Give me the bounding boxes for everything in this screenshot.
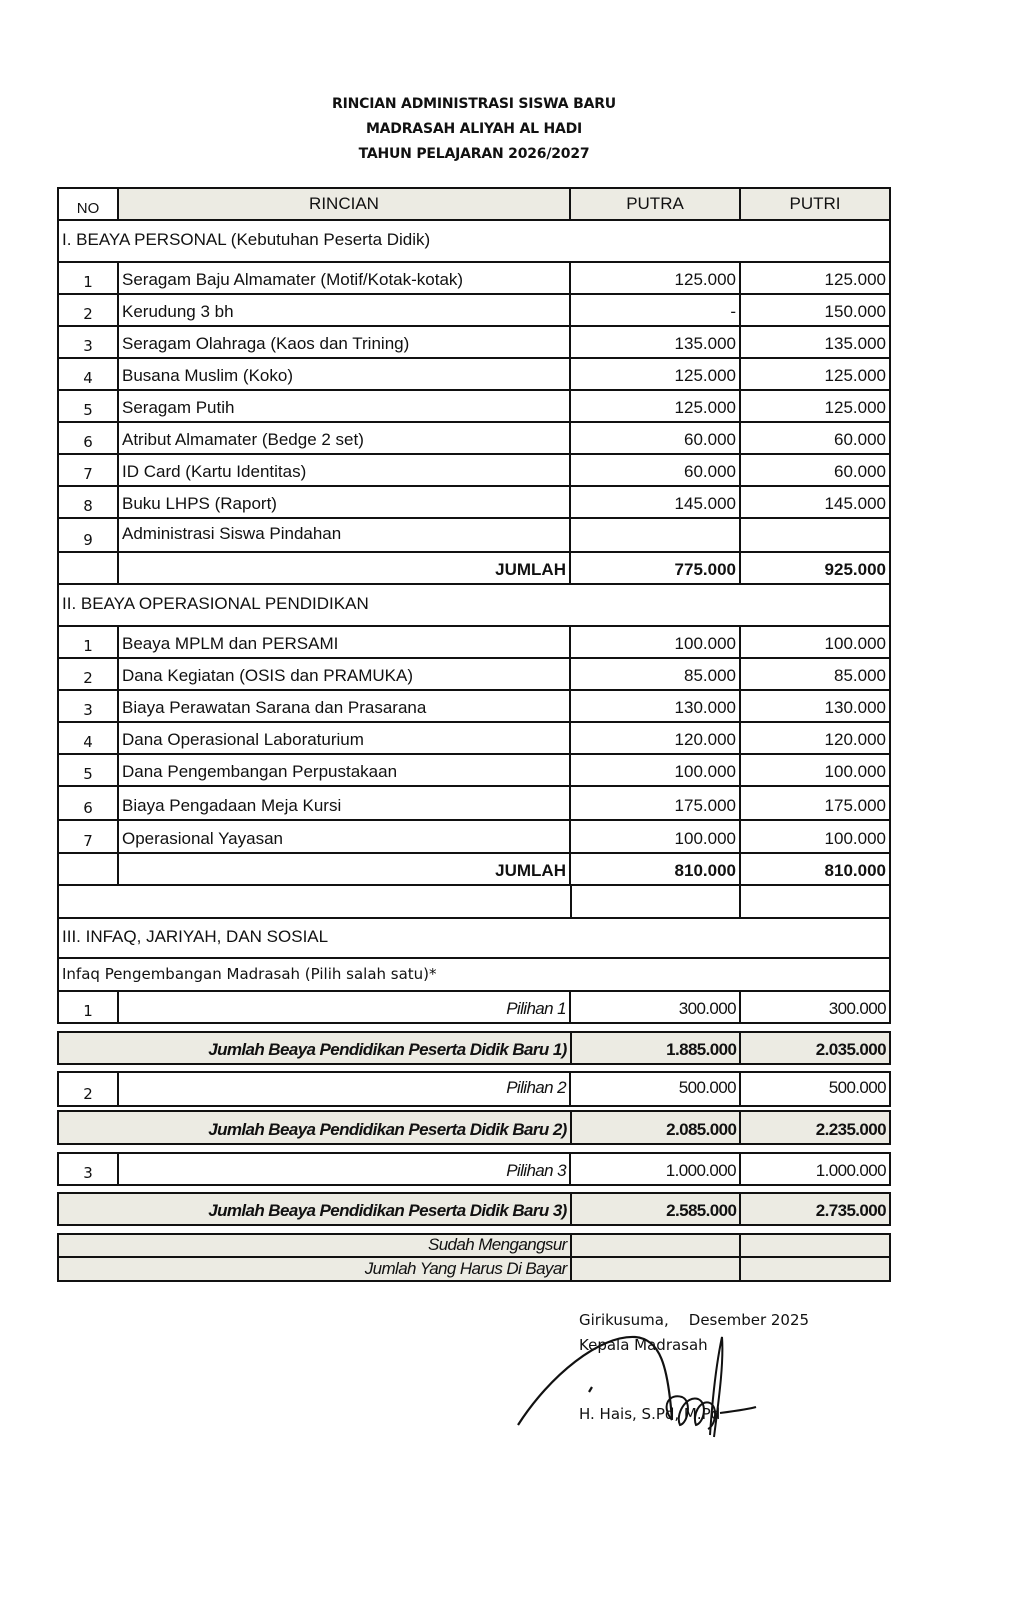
section-3-title-row — [57, 917, 891, 959]
empty-cell — [739, 884, 891, 919]
option-total-putra: 1.885.000 — [570, 1031, 742, 1065]
row-putri: 60.000 — [739, 421, 891, 455]
installment-paid-label: Sudah Mengangsur — [57, 1233, 572, 1258]
handwritten-signature-icon — [510, 1325, 770, 1455]
installment-paid-row — [57, 1233, 891, 1258]
row-putra: 125.000 — [569, 389, 741, 423]
section-2-title-row — [57, 583, 891, 627]
total-label: JUMLAH — [117, 852, 571, 886]
section-2-title: II. BEAYA OPERASIONAL PENDIDIKAN — [57, 583, 891, 627]
table-row — [57, 625, 891, 659]
row-putri — [739, 517, 891, 553]
table-row — [57, 785, 891, 821]
row-rincian: Dana Operasional Laboraturium — [117, 721, 571, 755]
option-putri: 1.000.000 — [739, 1152, 891, 1186]
signer-name: H. Hais, S.Pd, M.Pd — [579, 1405, 721, 1423]
option-row — [57, 990, 891, 1024]
total-putri: 925.000 — [739, 551, 891, 585]
table-row — [57, 261, 891, 295]
row-rincian: Buku LHPS (Raport) — [117, 485, 571, 519]
title-line-2: MADRASAH ALIYAH AL HADI — [365, 121, 583, 137]
row-rincian: ID Card (Kartu Identitas) — [117, 453, 571, 487]
option-row — [57, 1071, 891, 1107]
row-rincian: Administrasi Siswa Pindahan — [117, 517, 571, 553]
row-no: 8 — [57, 485, 119, 519]
row-no: 6 — [57, 421, 119, 455]
option-putra: 1.000.000 — [569, 1152, 741, 1186]
row-no: 2 — [57, 293, 119, 327]
section-3-subtitle: Infaq Pengembangan Madrasah (Pilih salah satu)* — [57, 957, 891, 992]
header-no: NO — [57, 187, 119, 221]
option-total-row — [57, 1031, 891, 1065]
row-rincian: Seragam Olahraga (Kaos dan Trining) — [117, 325, 571, 359]
row-putri: 100.000 — [739, 625, 891, 659]
row-no: 4 — [57, 357, 119, 391]
row-putra: - — [569, 293, 741, 327]
option-label: Pilihan 1 — [117, 990, 571, 1024]
empty-cell — [57, 884, 572, 919]
table-row — [57, 721, 891, 755]
total-putra: 775.000 — [569, 551, 741, 585]
total-no-empty — [57, 852, 119, 886]
row-putri: 175.000 — [739, 785, 891, 821]
row-putri: 150.000 — [739, 293, 891, 327]
row-putra — [569, 517, 741, 553]
empty-row — [57, 884, 891, 919]
option-putra: 300.000 — [569, 990, 741, 1024]
row-rincian: Biaya Pengadaan Meja Kursi — [117, 785, 571, 821]
row-putra: 175.000 — [569, 785, 741, 821]
row-putra: 100.000 — [569, 819, 741, 854]
section-1-title: I. BEAYA PERSONAL (Kebutuhan Peserta Didik) — [57, 219, 891, 263]
installment-paid-putra[interactable] — [570, 1233, 742, 1258]
row-no: 7 — [57, 453, 119, 487]
row-no: 3 — [57, 689, 119, 723]
row-putri: 100.000 — [739, 819, 891, 854]
option-label: Pilihan 3 — [117, 1152, 571, 1186]
table-row — [57, 357, 891, 391]
row-putra: 135.000 — [569, 325, 741, 359]
header-rincian: RINCIAN — [117, 187, 571, 221]
row-putra: 145.000 — [569, 485, 741, 519]
total-no-empty — [57, 551, 119, 585]
amount-due-putri[interactable] — [739, 1256, 891, 1282]
row-putra: 60.000 — [569, 421, 741, 455]
row-putra: 125.000 — [569, 261, 741, 295]
option-total-row — [57, 1192, 891, 1226]
row-no: 9 — [57, 517, 119, 553]
row-rincian: Beaya MPLM dan PERSAMI — [117, 625, 571, 659]
table-row — [57, 753, 891, 787]
row-no: 2 — [57, 657, 119, 691]
option-row — [57, 1152, 891, 1186]
option-total-row — [57, 1110, 891, 1145]
amount-due-row — [57, 1256, 891, 1282]
row-rincian: Dana Pengembangan Perpustakaan — [117, 753, 571, 787]
option-putri: 500.000 — [739, 1071, 891, 1107]
table-row — [57, 657, 891, 691]
row-no: 6 — [57, 785, 119, 821]
row-rincian: Dana Kegiatan (OSIS dan PRAMUKA) — [117, 657, 571, 691]
row-putra: 125.000 — [569, 357, 741, 391]
document-title — [0, 92, 948, 167]
row-putri: 85.000 — [739, 657, 891, 691]
row-putri: 125.000 — [739, 261, 891, 295]
row-no: 1 — [57, 625, 119, 659]
signature-place: Girikusuma, — [579, 1311, 669, 1329]
row-no: 1 — [57, 261, 119, 295]
row-no: 3 — [57, 325, 119, 359]
row-putri: 125.000 — [739, 357, 891, 391]
row-putra: 85.000 — [569, 657, 741, 691]
row-putri: 145.000 — [739, 485, 891, 519]
row-putra: 130.000 — [569, 689, 741, 723]
header-putra: PUTRA — [569, 187, 741, 221]
option-total-label: Jumlah Beaya Pendidikan Peserta Didik Baru 3) — [57, 1192, 572, 1226]
row-rincian: Seragam Putih — [117, 389, 571, 423]
row-rincian: Busana Muslim (Koko) — [117, 357, 571, 391]
row-putra: 60.000 — [569, 453, 741, 487]
table-row — [57, 293, 891, 327]
installment-paid-putri[interactable] — [739, 1233, 891, 1258]
total-putri: 810.000 — [739, 852, 891, 886]
row-rincian: Kerudung 3 bh — [117, 293, 571, 327]
option-total-label: Jumlah Beaya Pendidikan Peserta Didik Baru 1) — [57, 1031, 572, 1065]
option-no: 3 — [57, 1152, 119, 1186]
row-no: 5 — [57, 753, 119, 787]
row-no: 7 — [57, 819, 119, 854]
option-label: Pilihan 2 — [117, 1071, 571, 1107]
section-2-total-row — [57, 852, 891, 886]
row-putri: 125.000 — [739, 389, 891, 423]
empty-cell — [570, 884, 742, 919]
row-rincian: Atribut Almamater (Bedge 2 set) — [117, 421, 571, 455]
signature-position: Kepala Madrasah — [579, 1336, 708, 1354]
row-no: 4 — [57, 721, 119, 755]
row-rincian: Operasional Yayasan — [117, 819, 571, 854]
amount-due-putra[interactable] — [570, 1256, 742, 1282]
header-putri: PUTRI — [739, 187, 891, 221]
option-total-putri: 2.735.000 — [739, 1192, 891, 1226]
row-rincian: Biaya Perawatan Sarana dan Prasarana — [117, 689, 571, 723]
row-putri: 120.000 — [739, 721, 891, 755]
section-3-title: III. INFAQ, JARIYAH, DAN SOSIAL — [57, 917, 891, 959]
option-no: 1 — [57, 990, 119, 1024]
row-no: 5 — [57, 389, 119, 423]
table-row — [57, 485, 891, 519]
section-1-total-row — [57, 551, 891, 585]
table-header — [57, 187, 891, 221]
option-total-putra: 2.585.000 — [570, 1192, 742, 1226]
option-putri: 300.000 — [739, 990, 891, 1024]
option-total-putri: 2.235.000 — [739, 1110, 891, 1145]
signature-date: Desember 2025 — [688, 1311, 810, 1329]
option-no: 2 — [57, 1071, 119, 1107]
option-total-putri: 2.035.000 — [739, 1031, 891, 1065]
table-row — [57, 453, 891, 487]
table-row — [57, 689, 891, 723]
table-row — [57, 325, 891, 359]
row-rincian: Seragam Baju Almamater (Motif/Kotak-kotak) — [117, 261, 571, 295]
total-label: JUMLAH — [117, 551, 571, 585]
row-putri: 100.000 — [739, 753, 891, 787]
option-putra: 500.000 — [569, 1071, 741, 1107]
row-putri: 60.000 — [739, 453, 891, 487]
section-1-title-row — [57, 219, 891, 263]
row-putri: 135.000 — [739, 325, 891, 359]
section-3-subtitle-row — [57, 957, 891, 992]
amount-due-label: Jumlah Yang Harus Di Bayar — [57, 1256, 572, 1282]
title-line-3: TAHUN PELAJARAN 2026/2027 — [358, 146, 590, 162]
table-row — [57, 421, 891, 455]
table-row — [57, 819, 891, 854]
total-putra: 810.000 — [569, 852, 741, 886]
row-putra: 100.000 — [569, 753, 741, 787]
table-row — [57, 389, 891, 423]
option-total-putra: 2.085.000 — [570, 1110, 742, 1145]
title-line-1: RINCIAN ADMINISTRASI SISWA BARU — [332, 96, 616, 112]
option-total-label: Jumlah Beaya Pendidikan Peserta Didik Baru 2) — [57, 1110, 572, 1145]
row-putri: 130.000 — [739, 689, 891, 723]
table-row — [57, 517, 891, 553]
row-putra: 120.000 — [569, 721, 741, 755]
row-putra: 100.000 — [569, 625, 741, 659]
